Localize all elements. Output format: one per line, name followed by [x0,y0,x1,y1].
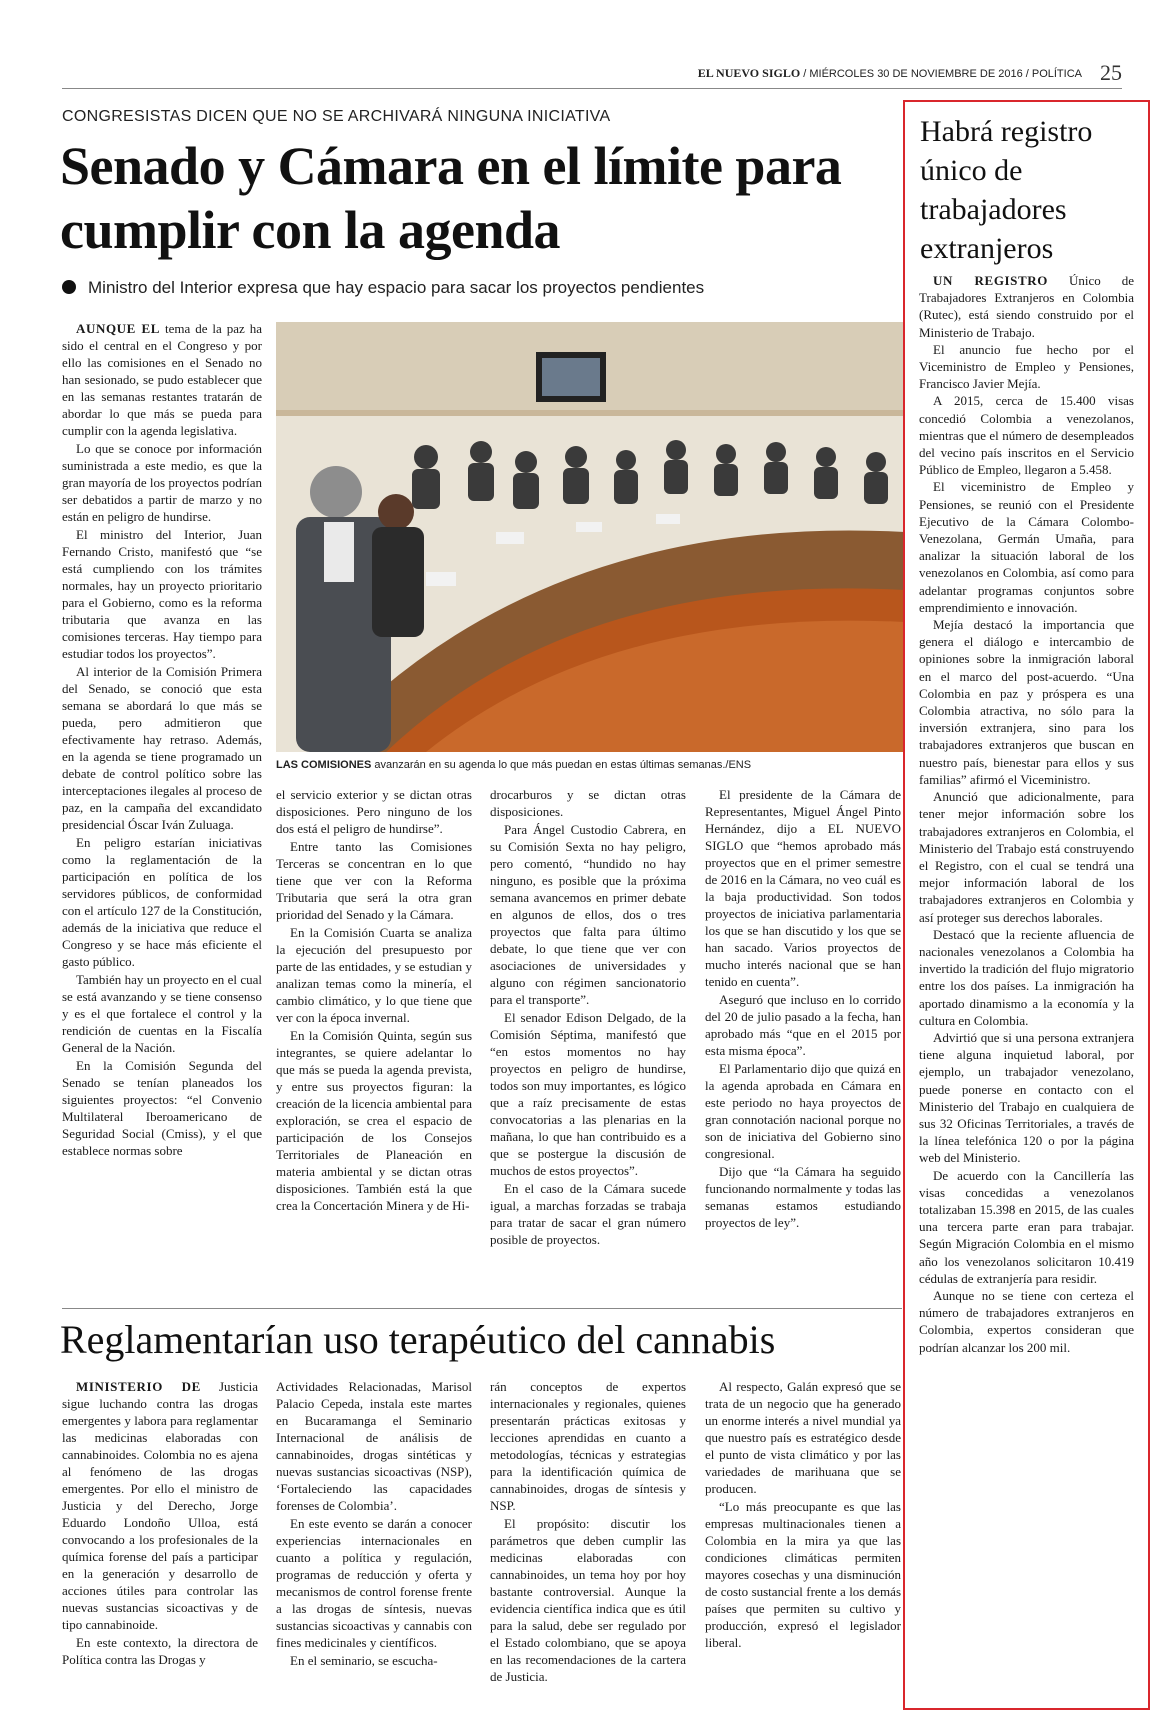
paragraph: En este evento se darán a conocer experiencias internacionales en cuanto a política y regulación, programas de reducción y oferta y mecanismos de control forense frente a las drogas de síntesis, nuevas sustancias sicoactivas y cannabis con fines medicinales y científicos. [276,1516,472,1650]
page-number: 25 [1100,60,1122,85]
paragraph: El presidente de la Cámara de Representantes, Miguel Ángel Pinto Hernández, dijo a EL NUEVO SIGLO que “hemos aprobado más proyectos que en el primer semestre de 2016 en la Cámara, no veo cuál es la baja productividad. Son todos proyectos de iniciativa parlamentaria los que se han discutido y los que se han sacado. Varios proyectos de mucho interés nacional que se han tenido en cuenta”. [705,787,901,989]
sidebar-title: Habrá registro único de trabajadores extranjeros [920,115,1093,265]
lead-in: AUNQUE EL [76,321,161,336]
paragraph [62,1378,258,1633]
paragraph: Aunque no se tiene con certeza el número de trabajadores extranjeros en Colombia, expertos consideran que podrían alcanzar los 200 mil. [919,1287,1134,1355]
paragraph: “Lo más preocupante es que las empresas multinacionales tienen a Colombia en la mira ya que las condiciones climáticas permiten mayores cosechas y una disminución de costo sustancial frente a los demás países que permiten su cultivo y producción, expresó el legislador liberal. [705,1499,901,1650]
caption-lead: LAS COMISIONES [276,759,372,771]
header-date: / MIÉRCOLES 30 DE NOVIEMBRE DE 2016 / POLÍTICA [803,68,1082,80]
paragraph: drocarburos y se dictan otras disposiciones. [490,787,686,819]
main-col-4 [705,786,901,1232]
lead-in: MINISTERIO DE [76,1379,201,1394]
paragraph: Para Ángel Custodio Cabrera, en su Comisión Sexta no hay peligro, pero comentó, “hundido no hay ninguno, es posible que la próxima semana avancemos en primer debate en algunos de ellos, dos o tres proyectos que falta para último debate, lo que tiene que ver con asociaciones de universidades y alguno con régimen sancionatorio para el transporte”. [490,822,686,1007]
paragraph: En peligro estarían iniciativas como la reglamentación de la participación en política de los servidores públicos, de conformidad con el artículo 127 de la Constitución, además de la iniciativa que reduce el Congreso y se hace más eficiente el gasto público. [62,835,262,969]
paragraph: Al respecto, Galán expresó que se trata de un negocio que ha generado un enorme interés a nivel mundial ya que nuestro país es estratégico desde el punto de vista climático y por las variedades de marihuana que se producen. [705,1379,901,1496]
paragraph: Destacó que la reciente afluencia de nacionales venezolanos a Colombia ha invertido la tradición del flujo migratorio entre los dos países. La inmigración ha aportado dinamismo a la economía y la cultura en Colombia. [919,926,1134,1028]
page-header [62,62,1122,89]
paragraph-text: tema de la paz ha sido el central en el Congreso y por ello las comisiones en el Senado no han sesionado, se pudo establecer que en las semanas restantes tratarán de abordar lo que más se pueda para cumplir con la agenda legislativa. [62,321,262,438]
paragraph: En el caso de la Cámara sucede igual, a marchas forzadas se trabaja para tratar de sacar el gran número posible de proyectos. [490,1181,686,1247]
paragraph: En este contexto, la directora de Política contra las Drogas y [62,1635,258,1667]
paragraph: Al interior de la Comisión Primera del Senado, se conoció que esta semana se abordará lo que más se pueda, pero admitieron que efectivamente hay retraso. Además, en la agenda se tiene programado un debate de control político sobre las interceptaciones ilegales al proceso de paz, en la campaña del excandidato presidencial Óscar Iván Zuluaga. [62,664,262,832]
second-col-3 [490,1378,686,1686]
paragraph: Lo que se conoce por información suministrada a este medio, es que la gran mayoría de los proyectos podrían ser debatidos a partir de marzo y no están en peligro de hundirse. [62,441,262,524]
second-headline: Reglamentarían uso terapéutico del cannabis [60,1317,776,1362]
paragraph: En la Comisión Cuarta se analiza la ejecución del presupuesto por parte de las entidades, y se estudian y analizan temas como la minería, el cambio climático, y lo que tiene que ver con la época invernal. [276,925,472,1025]
main-col-3 [490,786,686,1249]
bullet-icon [62,280,76,294]
paragraph: Mejía destacó la importancia que genera el diálogo e intercambio de opiniones sobre la inmigración laboral en el marco del post-acuerdo. “Una Colombia en paz y próspera es una Colombia atractiva, no sólo para la inversión extranjera, sino para los trabajadores extranjeros que buscan en nuestro país, bienestar para ellos y sus familias” afirmó el Viceministro. [919,617,1134,787]
photo-caption [276,759,906,771]
paragraph: El Parlamentario dijo que quizá en la agenda aprobada en Cámara en este periodo no haya proyectos de gran connotación nacional porque no son de iniciativa del Gobierno sino congresional. [705,1061,901,1161]
paragraph: Advirtió que si una persona extranjera tiene alguna inquietud laboral, por ejemplo, un trabajador venezolano, puede ponerse en contacto con el Ministerio del Trabajo en cualquiera de sus 32 Oficinas Territoriales, a través de la línea telefónica 120 o por la página web del Ministerio. [919,1029,1134,1166]
paragraph [62,320,262,439]
second-col-2 [276,1378,472,1670]
caption-text: avanzarán en su agenda lo que más puedan en estas últimas semanas./ENS [371,759,752,771]
main-col-1 [62,320,262,1160]
paragraph: A 2015, cerca de 15.400 visas concedió Colombia a venezolanos, mientras que el número de desempleados del vecino país inscritos en el Servicio Público de Empleo, llegaron a 5.458. [919,393,1134,478]
paragraph: Dijo que “la Cámara ha seguido funcionando normalmente y todas las semanas estamos estudiando proyectos de ley”. [705,1164,901,1230]
main-headline: Senado y Cámara en el límite para cumplir con la agenda [60,136,842,260]
lead-in: UN REGISTRO [933,273,1048,288]
kicker: CONGRESISTAS DICEN QUE NO SE ARCHIVARÁ NINGUNA INICIATIVA [62,108,611,125]
second-col-4 [705,1378,901,1652]
paragraph: el servicio exterior y se dictan otras disposiciones. Pero ninguno de los dos está el peligro de hundirse”. [276,787,472,836]
paragraph: El ministro del Interior, Juan Fernando Cristo, manifestó que “se está cumpliendo con los trámites normales, hay un proyecto prioritario para el Gobierno, como es la reforma tributaria que avanza en las comisiones terceras. Hay tiempo para estudiar todos los proyectos”. [62,527,262,661]
photo-congress-session [276,322,905,752]
paragraph: También hay un proyecto en el cual se está avanzando y se tiene consenso y es el que fortalece el control y la rendición de cuentas en la Fiscalía General de la Nación. [62,972,262,1055]
paragraph: El propósito: discutir los parámetros que deben cumplir las medicinas elaboradas con cannabinoides, un tema hoy por hoy bastante controversial. Aunque la evidencia científica indica que es útil para la salud, debe ser regulado por el Estado colombiano, que se apoya en las recomendaciones de la cartera de Justicia. [490,1516,686,1684]
subtitle [62,278,862,298]
sidebar-body [919,272,1134,1356]
subtitle-text: Ministro del Interior expresa que hay espacio para sacar los proyectos pendientes [88,278,705,297]
paragraph: Aseguró que incluso en lo corrido del 20 de julio pasado a la fecha, han aprobado más “que en el 2015 por esta misma época”. [705,992,901,1058]
header-meta [698,66,1082,81]
paragraph: El viceministro de Empleo y Pensiones, se reunió con el Presidente Ejecutivo de la Cámara Colombo-Venezolana, Germán Umaña, para analizar la situación laboral de los venezolanos en Colombia, así como para adelantar programas conjuntos sobre emprendimiento e innovación. [919,479,1134,615]
paragraph: Anunció que adicionalmente, para tener mejor información sobre los trabajadores extranjeros en Colombia, el Ministerio del Trabajo está construyendo el Registro, con el cual se tendrá una mejor información laboral de los trabajadores extranjeros en Colombia y así proteger sus derechos laborales. [919,789,1134,925]
paragraph [919,272,1134,341]
paragraph-text: Único de Trabajadores Extranjeros en Colombia (Rutec), está siendo construido por el Ministerio de Trabajo. [919,273,1134,340]
paper-name: EL NUEVO SIGLO [697,66,801,80]
paragraph: En el seminario, se escucha- [290,1653,438,1668]
section-divider [62,1308,902,1309]
paragraph: El anuncio fue hecho por el Viceministro de Empleo y Pensiones, Francisco Javier Mejía. [919,341,1134,392]
paragraph: Entre tanto las Comisiones Terceras se concentran en lo que tiene que ver con la Reforma Tributaria que será la otra gran prioridad del Senado y la Cámara. [276,839,472,922]
paragraph: De acuerdo con la Cancillería las visas concedidas a venezolanos totalizaban 15.398 en 2015, de las cuales una tercera parte eran para trabajar. Según Migración Colombia en el mismo año los venezolanos solicitaron 10.419 cédulas de extranjería para residir. [919,1167,1134,1286]
paragraph: En la Comisión Quinta, según sus integrantes, se quiere adelantar lo que más se pueda la agenda prevista, y entre sus proyectos figuran: la creación de la licencia ambiental para exploración, se crea el espacio de participación de los Consejos Territoriales de Planeación en materia ambiental y se dictan otras disposiciones. También está la que crea la Concertación Minera y de Hi- [276,1028,472,1213]
paragraph: En la Comisión Segunda del Senado se tenían planeados los siguientes proyectos: “el Convenio Multilateral Iberoamericano de Seguridad Social (Cmiss), y el que establece normas sobre [62,1058,262,1158]
paragraph-text: Justicia sigue luchando contra las drogas emergentes y labora para reglamentar las medicinas elaboradas con cannabinoides. Colombia no es ajena al fenómeno de las drogas emergentes. Por ello el ministro de Justicia y del Derecho, Jorge Eduardo Londoño Ulloa, está convocando a los profesionales de la química forense del país a participar en la generación y desarrollo de acciones útiles para controlar las nuevas sustancias sicoactivas y de tipo cannabinoide. [62,1379,258,1632]
second-col-1 [62,1378,258,1669]
main-col-2 [276,786,472,1215]
paragraph: rán conceptos de expertos internacionales y regionales, quienes presentarán prácticas exitosas y lecciones aprendidas en cuanto a metodologías, técnicas y estrategias para la identificación química de cannabinoides, drogas de síntesis y NSP. [490,1379,686,1513]
paragraph: El senador Edison Delgado, de la Comisión Séptima, manifestó que “en estos momentos no hay proyectos en peligro de hundirse, todos son muy importantes, es lógico que a raíz precisamente de estas convocatorias a las plenarias en la mañana, lo que han contribuido es a que se postergue la discusión de muchos de estos proyectos”. [490,1010,686,1178]
photo-illustration [276,322,905,752]
paragraph: Actividades Relacionadas, Marisol Palacio Cepeda, instala este martes en Bucaramanga el Seminario Internacional de análisis de cannabinoides, drogas sintéticas y nuevas sustancias sicoactivas (NSP), ‘Fortaleciendo las capacidades forenses de Colombia’. [276,1379,472,1513]
